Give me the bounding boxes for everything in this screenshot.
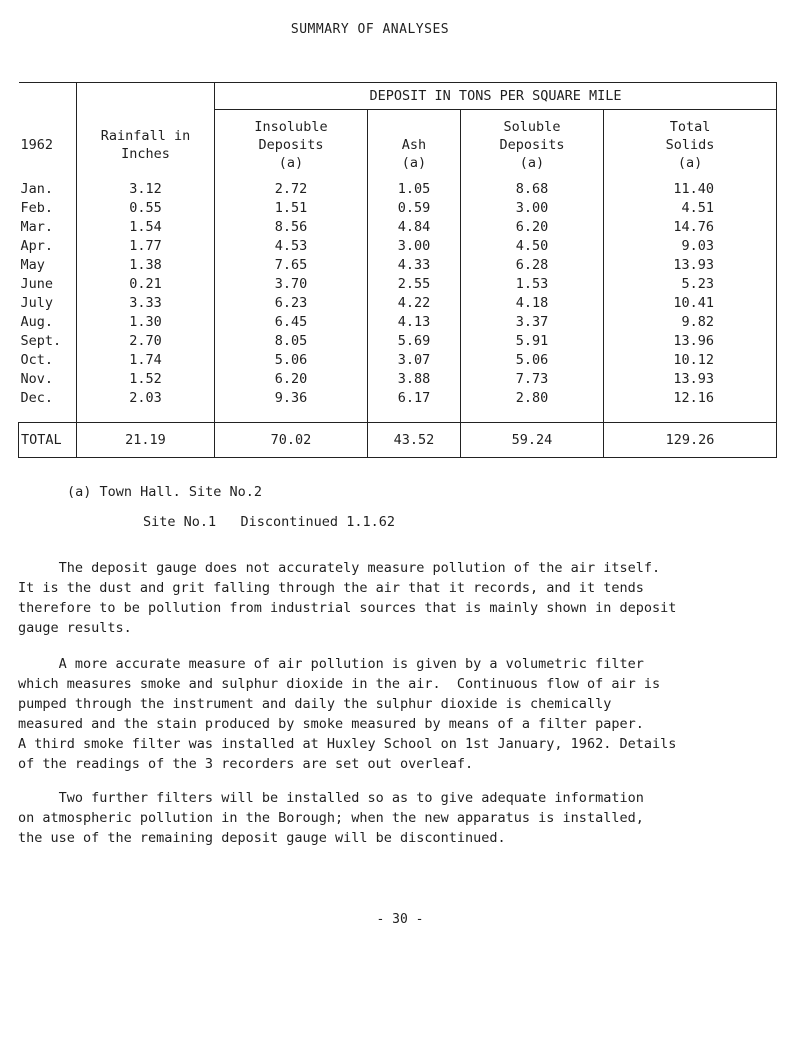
table-row (19, 275, 777, 294)
cell-insoluble: 2.72 (215, 180, 368, 199)
cell-ash: 3.07 (368, 351, 461, 370)
cell-insoluble: 6.23 (215, 294, 368, 313)
cell-total: 10.12 (604, 351, 777, 370)
cell-soluble: 4.18 (461, 294, 604, 313)
cell-total: 9.82 (604, 313, 777, 332)
cell-total: 12.16 (604, 389, 777, 408)
cell-insoluble: 6.20 (215, 370, 368, 389)
cell-total: 5.23 (604, 275, 777, 294)
cell-insoluble: 9.36 (215, 389, 368, 408)
cell-ash: 3.88 (368, 370, 461, 389)
paragraph-further-filters: Two further filters will be installed so as to give adequate information on atmospheric pollution in the Borough; when the new apparatus is installed, the use of the remaining deposit gauge will be discontinued. (18, 790, 644, 846)
cell-ash: 4.13 (368, 313, 461, 332)
table-row (19, 180, 777, 199)
cell-ash: 4.22 (368, 294, 461, 313)
insoluble-header: Insoluble Deposits (a) (215, 110, 368, 181)
cell-ash: 4.33 (368, 256, 461, 275)
table-row (19, 370, 777, 389)
cell-month: Sept. (20, 333, 62, 349)
cell-insoluble: 8.56 (215, 218, 368, 237)
cell-month: July (20, 295, 54, 311)
cell-soluble: 3.37 (461, 313, 604, 332)
cell-total: 13.93 (604, 370, 777, 389)
rainfall-header: Rainfall in Inches (77, 110, 215, 181)
total-insoluble: 70.02 (215, 423, 368, 458)
cell-soluble: 3.00 (461, 199, 604, 218)
cell-ash: 0.59 (368, 199, 461, 218)
table-header-row-top (19, 83, 777, 110)
table-row (19, 256, 777, 275)
cell-soluble: 6.28 (461, 256, 604, 275)
cell-rainfall: 2.70 (77, 332, 215, 351)
cell-rainfall: 3.33 (77, 294, 215, 313)
total-rainfall: 21.19 (77, 423, 215, 458)
cell-month: Jan. (20, 181, 54, 197)
table-row (19, 389, 777, 408)
table-row (19, 199, 777, 218)
table-row (19, 332, 777, 351)
cell-month: Dec. (20, 390, 54, 406)
paragraph-deposit-gauge: The deposit gauge does not accurately measure pollution of the air itself. It is the dust and grit falling through the air that it records, and it tends therefore to be pollution from industrial sources that is mainly shown in deposit gauge results. (18, 560, 677, 636)
cell-soluble: 8.68 (461, 180, 604, 199)
cell-month: Mar. (20, 219, 54, 235)
cell-ash: 6.17 (368, 389, 461, 408)
cell-insoluble: 4.53 (215, 237, 368, 256)
cell-rainfall: 0.21 (77, 275, 215, 294)
ash-header: Ash (a) (368, 110, 461, 181)
cell-ash: 2.55 (368, 275, 461, 294)
cell-insoluble: 8.05 (215, 332, 368, 351)
site-note-1: Site No.1 Discontinued 1.1.62 (143, 514, 395, 530)
table-row (19, 351, 777, 370)
cell-rainfall: 1.52 (77, 370, 215, 389)
cell-month: Apr. (20, 238, 54, 254)
total-row (19, 423, 777, 458)
cell-month: Oct. (20, 352, 54, 368)
cell-total: 9.03 (604, 237, 777, 256)
table-row (19, 294, 777, 313)
cell-total: 10.41 (604, 294, 777, 313)
page-title: SUMMARY OF ANALYSES (290, 22, 450, 37)
cell-soluble: 4.50 (461, 237, 604, 256)
total-soluble: 59.24 (461, 423, 604, 458)
cell-total: 14.76 (604, 218, 777, 237)
cell-rainfall: 1.38 (77, 256, 215, 275)
cell-rainfall: 0.55 (77, 199, 215, 218)
cell-rainfall: 3.12 (77, 180, 215, 199)
cell-soluble: 6.20 (461, 218, 604, 237)
table-row (19, 313, 777, 332)
cell-rainfall: 1.77 (77, 237, 215, 256)
cell-insoluble: 6.45 (215, 313, 368, 332)
table-row (19, 237, 777, 256)
cell-soluble: 2.80 (461, 389, 604, 408)
cell-insoluble: 1.51 (215, 199, 368, 218)
cell-total: 13.96 (604, 332, 777, 351)
site-note-a: (a) Town Hall. Site No.2 (67, 484, 263, 500)
deposit-group-header: DEPOSIT IN TONS PER SQUARE MILE (215, 83, 777, 110)
cell-soluble: 1.53 (461, 275, 604, 294)
cell-month: Aug. (20, 314, 54, 330)
total-solids: 129.26 (604, 423, 777, 458)
cell-ash: 4.84 (368, 218, 461, 237)
cell-soluble: 7.73 (461, 370, 604, 389)
total-solids-header: Total Solids (a) (604, 110, 777, 181)
total-label: TOTAL (19, 423, 77, 458)
year-header: 1962 (20, 136, 54, 153)
cell-rainfall: 1.54 (77, 218, 215, 237)
cell-month: June (20, 276, 54, 292)
soluble-header: Soluble Deposits (a) (461, 110, 604, 181)
cell-insoluble: 5.06 (215, 351, 368, 370)
cell-ash: 1.05 (368, 180, 461, 199)
cell-ash: 3.00 (368, 237, 461, 256)
cell-insoluble: 7.65 (215, 256, 368, 275)
analyses-table (18, 82, 777, 458)
table-row (19, 218, 777, 237)
cell-soluble: 5.91 (461, 332, 604, 351)
cell-total: 4.51 (604, 199, 777, 218)
table-header-row (19, 110, 777, 181)
cell-total: 11.40 (604, 180, 777, 199)
cell-insoluble: 3.70 (215, 275, 368, 294)
cell-month: May (20, 257, 45, 273)
cell-ash: 5.69 (368, 332, 461, 351)
cell-rainfall: 2.03 (77, 389, 215, 408)
cell-month: Feb. (20, 200, 54, 216)
cell-month: Nov. (20, 371, 54, 387)
cell-total: 13.93 (604, 256, 777, 275)
cell-rainfall: 1.30 (77, 313, 215, 332)
cell-rainfall: 1.74 (77, 351, 215, 370)
paragraph-volumetric-filter: A more accurate measure of air pollution is given by a volumetric filter which measures smoke and sulphur dioxide in the air. Continuous flow of air is pumped through the instrument and daily the sulphur dioxide is chemically measured and the stain produced by smoke measured by means of a filter paper. A third smoke filter was installed at Huxley School on 1st January, 1962. Details of the readings of the 3 recorders are set out overleaf. (18, 656, 677, 772)
cell-soluble: 5.06 (461, 351, 604, 370)
total-ash: 43.52 (368, 423, 461, 458)
page-number: - 30 - (376, 912, 424, 927)
